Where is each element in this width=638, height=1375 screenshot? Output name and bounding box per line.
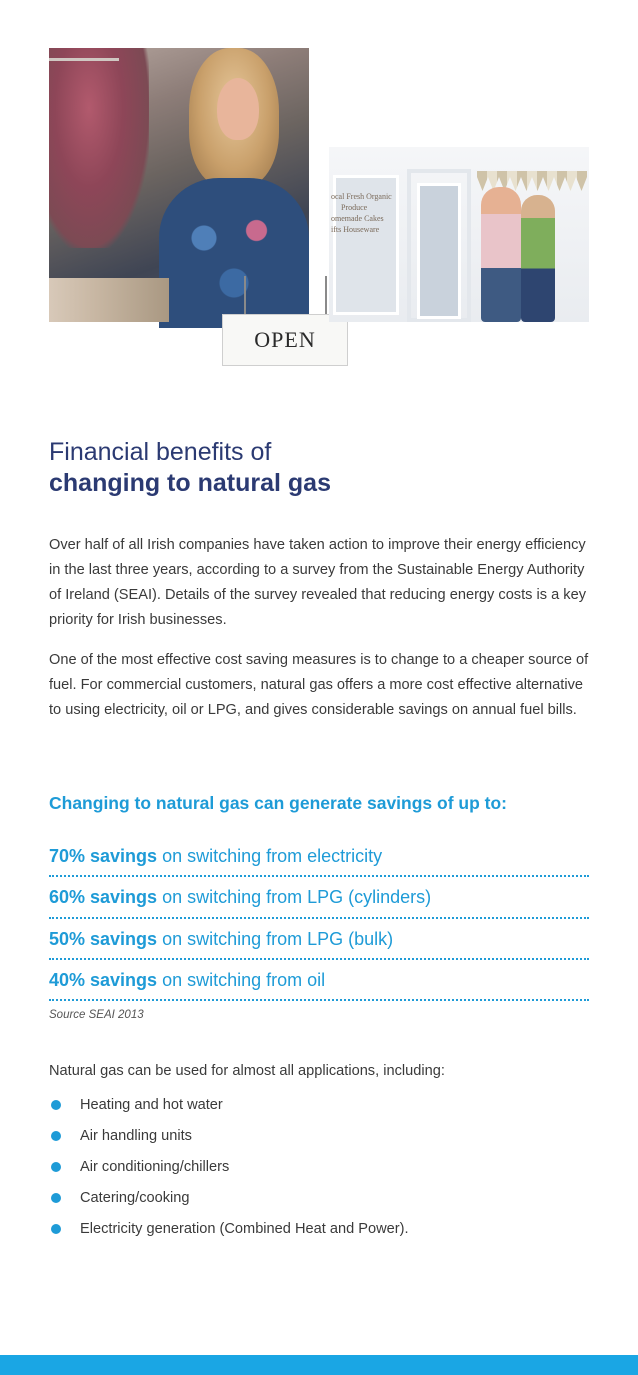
list-item <box>49 1089 589 1120</box>
savings-description: on switching from LPG (bulk) <box>162 928 394 949</box>
shop-owner-man <box>481 187 521 322</box>
savings-percent: 50% savings <box>49 928 158 949</box>
source-note: Source SEAI 2013 <box>49 1009 144 1021</box>
page-title-line1: Financial benefits of <box>49 438 272 466</box>
savings-description: on switching from LPG (cylinders) <box>162 887 432 908</box>
savings-percent: 40% savings <box>49 970 158 991</box>
list-item-label: Air handling units <box>80 1127 192 1144</box>
page-title <box>49 437 589 499</box>
bullet-icon <box>51 1193 61 1203</box>
woman-face <box>217 78 259 140</box>
open-sign: OPEN <box>222 314 348 366</box>
store-window-lettering <box>331 191 401 235</box>
bullet-icon <box>51 1224 61 1234</box>
savings-percent: 70% savings <box>49 846 158 867</box>
list-item-label: Catering/cooking <box>80 1189 190 1206</box>
page-title-line2: changing to natural gas <box>49 469 331 497</box>
list-item-label: Heating and hot water <box>80 1096 223 1113</box>
list-item <box>49 1120 589 1151</box>
list-item-label: Air conditioning/chillers <box>80 1158 230 1175</box>
savings-row-electricity <box>49 836 589 877</box>
store-text-line: omemade Cakes <box>331 214 384 223</box>
cost-saving-paragraph: One of the most effective cost saving measures is to change to a cheaper source of fuel. For commercial customers, natural gas offers a more cost effective alternative to using electricity, oil or LPG, and gives considerable savings on annual fuel bills. <box>49 652 589 718</box>
store-door <box>417 183 461 319</box>
savings-percent: 60% savings <box>49 887 158 908</box>
photo-woman-open-sign <box>49 48 316 352</box>
shop-owner-woman <box>521 195 555 322</box>
bullet-icon <box>51 1100 61 1110</box>
bullet-icon <box>51 1162 61 1172</box>
clothes-rail <box>49 58 119 61</box>
footer-accent-bar <box>0 1355 638 1375</box>
store-text-line: ifts Houseware <box>331 225 380 234</box>
applications-list <box>49 1089 589 1244</box>
savings-row-oil <box>49 960 589 1001</box>
display-shoes <box>49 278 169 322</box>
savings-description: on switching from electricity <box>162 846 383 867</box>
savings-row-lpg-cylinders <box>49 877 589 918</box>
savings-heading: Changing to natural gas can generate savings of up to: <box>49 793 507 813</box>
applications-intro: Natural gas can be used for almost all applications, including: <box>49 1063 445 1079</box>
photo-shop-owners <box>329 147 589 322</box>
sign-string-right <box>325 276 327 316</box>
savings-list <box>49 836 589 1001</box>
list-item <box>49 1182 589 1213</box>
list-item <box>49 1213 589 1244</box>
intro-paragraph: Over half of all Irish companies have taken action to improve their energy efficiency in the last three years, according to a survey from the Sustainable Energy Authority of Ireland (SEAI). Details of the survey revealed that reducing energy costs is a key priority for Irish businesses. <box>49 537 586 628</box>
list-item-label: Electricity generation (Combined Heat and Power). <box>80 1220 409 1237</box>
savings-row-lpg-bulk <box>49 919 589 960</box>
sign-string-left <box>244 276 246 316</box>
woman-patterned-top <box>159 178 309 328</box>
hanging-dress <box>49 48 149 248</box>
store-text-line: Produce <box>341 203 368 212</box>
list-item <box>49 1151 589 1182</box>
savings-description: on switching from oil <box>162 970 326 991</box>
store-text-line: ocal Fresh Organic <box>331 192 392 201</box>
bullet-icon <box>51 1131 61 1141</box>
